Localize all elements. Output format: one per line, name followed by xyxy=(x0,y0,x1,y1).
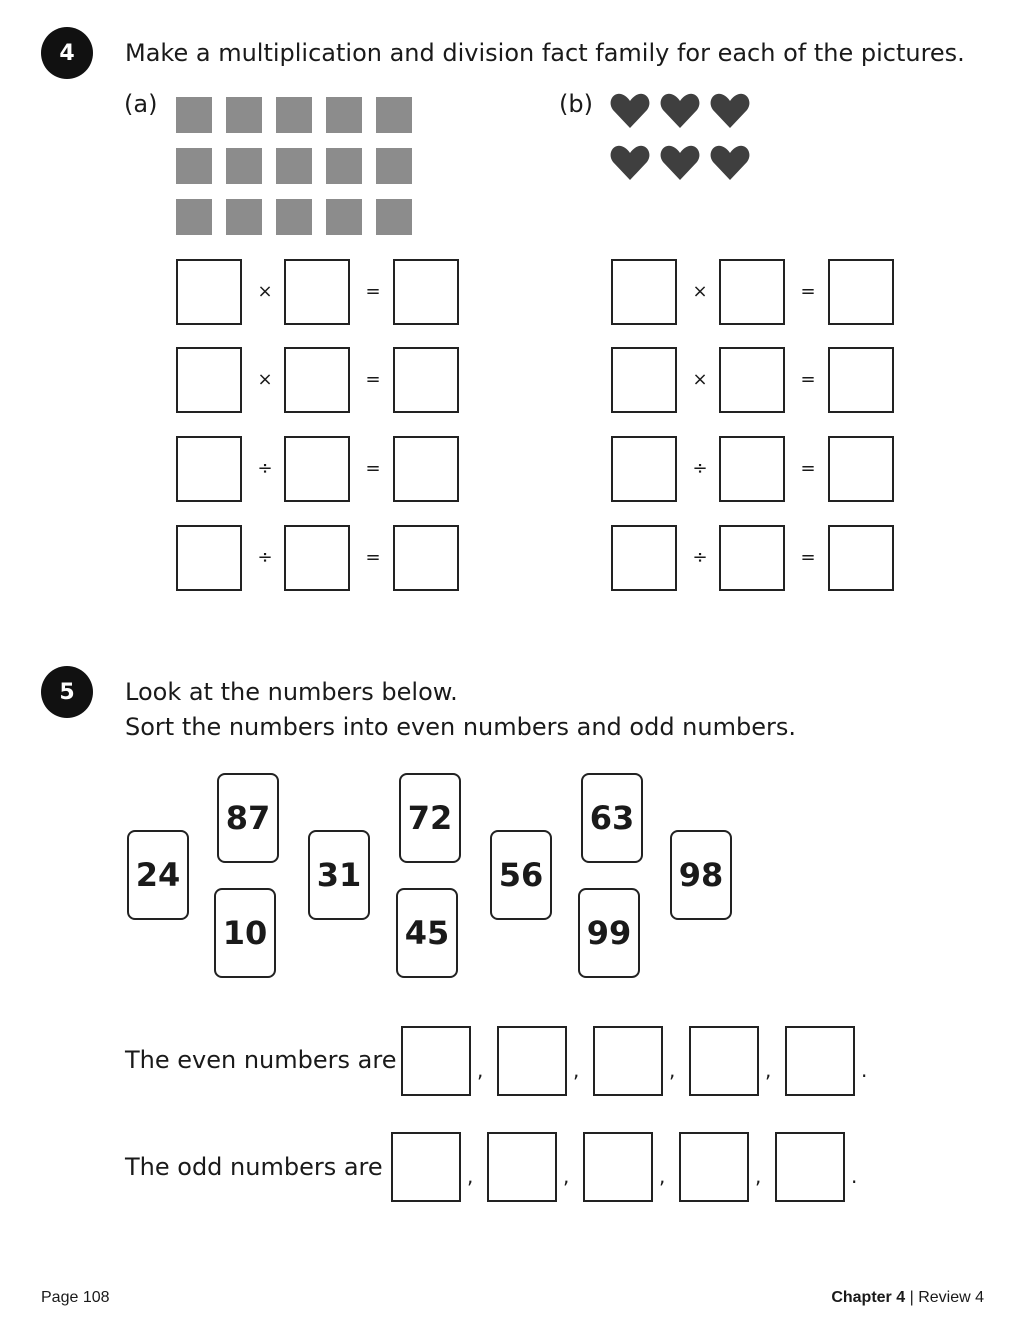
equals-sign: = xyxy=(365,547,381,568)
operator-sign: × xyxy=(257,369,273,390)
answer-box[interactable] xyxy=(393,525,459,591)
grey-square xyxy=(226,97,262,133)
number-card: 31 xyxy=(308,830,370,920)
comma: , xyxy=(669,1058,676,1082)
answer-box[interactable] xyxy=(611,347,677,413)
answer-box[interactable] xyxy=(393,436,459,502)
question-5-instruction-line1: Look at the numbers below. xyxy=(125,678,458,706)
operator-sign: × xyxy=(692,281,708,302)
answer-box[interactable] xyxy=(284,259,350,325)
comma: , xyxy=(573,1058,580,1082)
period: . xyxy=(851,1164,858,1188)
question-5-instruction-line2: Sort the numbers into even numbers and odd numbers. xyxy=(125,713,796,741)
equals-sign: = xyxy=(800,369,816,390)
equals-sign: = xyxy=(365,369,381,390)
part-a-label: (a) xyxy=(124,90,158,118)
answer-box[interactable] xyxy=(611,525,677,591)
comma: , xyxy=(563,1164,570,1188)
heart-icon xyxy=(610,92,650,130)
part-b-label: (b) xyxy=(559,90,593,118)
page-number: Page 108 xyxy=(41,1289,110,1306)
answer-box[interactable] xyxy=(775,1132,845,1202)
number-card: 56 xyxy=(490,830,552,920)
answer-box[interactable] xyxy=(719,259,785,325)
comma: , xyxy=(765,1058,772,1082)
question-5-badge: 5 xyxy=(41,666,93,718)
answer-box[interactable] xyxy=(401,1026,471,1096)
answer-box[interactable] xyxy=(284,347,350,413)
number-card: 24 xyxy=(127,830,189,920)
answer-box[interactable] xyxy=(611,436,677,502)
odd-numbers-label: The odd numbers are xyxy=(125,1153,383,1181)
grey-square xyxy=(276,148,312,184)
number-card: 99 xyxy=(578,888,640,978)
answer-box[interactable] xyxy=(393,259,459,325)
comma: , xyxy=(477,1058,484,1082)
number-card: 72 xyxy=(399,773,461,863)
review-label: Review 4 xyxy=(918,1289,984,1306)
answer-box[interactable] xyxy=(719,525,785,591)
grey-square xyxy=(176,97,212,133)
grey-square xyxy=(376,148,412,184)
number-card: 10 xyxy=(214,888,276,978)
operator-sign: ÷ xyxy=(692,458,708,479)
heart-icon xyxy=(610,144,650,182)
answer-box[interactable] xyxy=(176,347,242,413)
equals-sign: = xyxy=(800,281,816,302)
grey-square xyxy=(176,199,212,235)
answer-box[interactable] xyxy=(487,1132,557,1202)
heart-icon xyxy=(710,144,750,182)
answer-box[interactable] xyxy=(828,347,894,413)
chapter-footer xyxy=(831,1289,984,1307)
question-4-instruction: Make a multiplication and division fact family for each of the pictures. xyxy=(125,39,965,67)
question-4-badge: 4 xyxy=(41,27,93,79)
even-numbers-label: The even numbers are xyxy=(125,1046,397,1074)
heart-icon xyxy=(660,144,700,182)
grey-square xyxy=(226,199,262,235)
operator-sign: ÷ xyxy=(257,458,273,479)
number-card: 98 xyxy=(670,830,732,920)
grey-square xyxy=(226,148,262,184)
period: . xyxy=(861,1058,868,1082)
answer-box[interactable] xyxy=(393,347,459,413)
equals-sign: = xyxy=(365,281,381,302)
operator-sign: × xyxy=(692,369,708,390)
grey-square xyxy=(326,148,362,184)
answer-box[interactable] xyxy=(689,1026,759,1096)
answer-box[interactable] xyxy=(828,259,894,325)
answer-box[interactable] xyxy=(611,259,677,325)
answer-box[interactable] xyxy=(719,436,785,502)
equals-sign: = xyxy=(800,458,816,479)
answer-box[interactable] xyxy=(176,525,242,591)
footer-divider: | xyxy=(909,1289,914,1306)
operator-sign: ÷ xyxy=(257,547,273,568)
operator-sign: × xyxy=(257,281,273,302)
comma: , xyxy=(467,1164,474,1188)
answer-box[interactable] xyxy=(284,436,350,502)
answer-box[interactable] xyxy=(583,1132,653,1202)
answer-box[interactable] xyxy=(176,259,242,325)
number-card: 87 xyxy=(217,773,279,863)
answer-box[interactable] xyxy=(391,1132,461,1202)
number-card: 63 xyxy=(581,773,643,863)
comma: , xyxy=(755,1164,762,1188)
answer-box[interactable] xyxy=(828,436,894,502)
grey-square xyxy=(376,199,412,235)
answer-box[interactable] xyxy=(284,525,350,591)
answer-box[interactable] xyxy=(719,347,785,413)
chapter-label: Chapter 4 xyxy=(831,1289,906,1306)
grey-square xyxy=(276,199,312,235)
answer-box[interactable] xyxy=(785,1026,855,1096)
grey-square xyxy=(376,97,412,133)
grey-square xyxy=(326,199,362,235)
answer-box[interactable] xyxy=(497,1026,567,1096)
answer-box[interactable] xyxy=(828,525,894,591)
grey-square xyxy=(176,148,212,184)
answer-box[interactable] xyxy=(176,436,242,502)
comma: , xyxy=(659,1164,666,1188)
equals-sign: = xyxy=(800,547,816,568)
heart-icon xyxy=(710,92,750,130)
grey-square xyxy=(276,97,312,133)
equals-sign: = xyxy=(365,458,381,479)
answer-box[interactable] xyxy=(679,1132,749,1202)
number-card: 45 xyxy=(396,888,458,978)
answer-box[interactable] xyxy=(593,1026,663,1096)
operator-sign: ÷ xyxy=(692,547,708,568)
grey-square xyxy=(326,97,362,133)
heart-icon xyxy=(660,92,700,130)
